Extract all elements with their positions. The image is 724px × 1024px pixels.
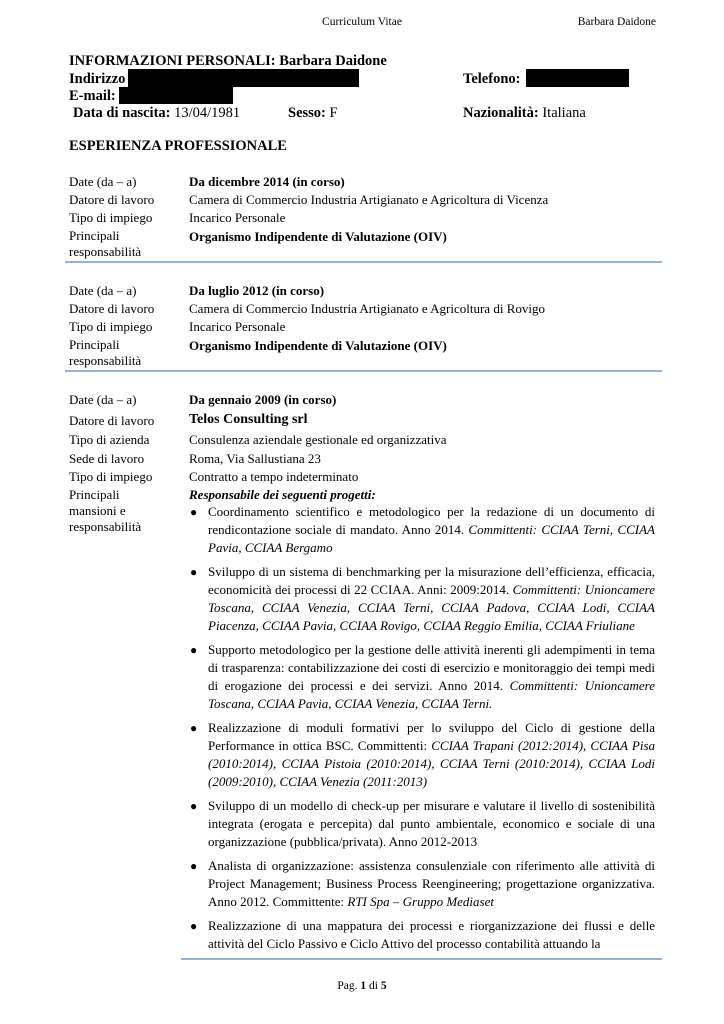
job1-label-resp2: responsabilità: [69, 244, 142, 259]
divider: [65, 261, 662, 263]
job1-label-resp1: Principali: [69, 228, 120, 243]
list-item: ● Supporto metodologico per la gestione delle attività inerenti gli adempimenti in tema di trasparenza: contabilizzazione dei costi di esercizio e monitoraggio dei tempi medi di erogazione dei processi e dei servizi. Anno 2014. Committenti: Unioncamere Toscana, CCIAA Pavia, CCIAA Venezia, CCIAA Terni.: [190, 642, 656, 711]
bullet-icon: ●: [190, 799, 198, 813]
bullet-icon: ●: [190, 859, 198, 873]
redacted-address: [128, 69, 359, 87]
job3-label-location: Sede di lavoro: [69, 451, 145, 466]
job1-dates: Da dicembre 2014 (in corso): [189, 174, 345, 189]
bullet-icon: ●: [190, 919, 198, 933]
divider: [65, 370, 662, 372]
job2-dates: Da luglio 2012 (in corso): [189, 283, 325, 298]
phone-label: Telefono:: [463, 71, 521, 87]
job3-company-type: Consulenza aziendale gestionale ed organizzativa: [189, 432, 447, 447]
job2-label-resp2: responsabilità: [69, 353, 142, 368]
bullet-icon: ●: [190, 643, 198, 657]
page-number: 1: [360, 980, 367, 992]
section-title: ESPERIENZA PROFESSIONALE: [69, 138, 287, 154]
job3-label-resp3: responsabilità: [69, 519, 142, 534]
personal-info-title: INFORMAZIONI PERSONALI: Barbara Daidone: [69, 53, 387, 69]
nationality: [463, 105, 586, 122]
page-header-title: Curriculum Vitae: [322, 16, 402, 28]
redacted-email: [119, 87, 233, 104]
job1-label-employer: Datore di lavoro: [69, 192, 155, 207]
job3-label-resp1: Principali: [69, 487, 120, 502]
job3-location: Roma, Via Sallustiana 23: [189, 451, 321, 466]
address-label: Indirizzo: [69, 71, 126, 87]
divider: [181, 958, 662, 960]
redacted-phone: [526, 69, 629, 87]
job3-contract: Contratto a tempo indeterminato: [189, 469, 359, 484]
job2-label-type: Tipo di impiego: [69, 319, 153, 334]
list-item: ● Analista di organizzazione: assistenza consulenziale con riferimento alle attività di Project Management; Business Process Reengineering; progettazione organizzativa. Anno 2012. Committente: RTI Spa – Gruppo Mediaset: [190, 858, 655, 909]
job2-responsibility: Organismo Indipendente di Valutazione (OIV): [189, 338, 447, 353]
bullet-icon: ●: [190, 505, 198, 519]
job1-label-type: Tipo di impiego: [69, 210, 153, 225]
page-header-name: Barbara Daidone: [577, 16, 656, 28]
birth-value: 13/04/1981: [174, 105, 241, 121]
project-list: [189, 503, 655, 959]
nationality-value: Italiana: [542, 105, 586, 121]
job3-dates: Da gennaio 2009 (in corso): [189, 392, 337, 407]
job3-employer: Telos Consulting srl: [189, 412, 308, 427]
sex-label: Sesso:: [288, 105, 326, 121]
email-label: E-mail:: [69, 88, 116, 104]
nationality-label: Nazionalità:: [463, 105, 539, 121]
sex-value: F: [329, 105, 338, 121]
job2-type: Incarico Personale: [189, 319, 286, 334]
job3-label-company-type: Tipo di azienda: [69, 432, 150, 447]
page-total: 5: [380, 980, 387, 992]
bullet-icon: ●: [190, 721, 198, 735]
job1-type: Incarico Personale: [189, 210, 286, 225]
job3-label-dates: Date (da – a): [69, 392, 137, 407]
job3-projects-heading: Responsabile dei seguenti progetti:: [189, 487, 376, 502]
job2-label-dates: Date (da – a): [69, 283, 137, 298]
job2-employer: Camera di Commercio Industria Artigianato e Agricoltura di Rovigo: [189, 301, 545, 316]
job3-label-type: Tipo di impiego: [69, 469, 153, 484]
list-item: ● Coordinamento scientifico e metodologico per la redazione di un documento di rendicontazione sociale di mandato. Anno 2014. Committenti: CCIAA Terni, CCIAA Pavia, CCIAA Bergamo: [190, 504, 656, 555]
birth-label: Data di nascita:: [73, 105, 171, 121]
page-footer: Pag. 1 di 5: [337, 980, 387, 992]
birth-date: [73, 105, 240, 122]
list-item: ● Sviluppo di un sistema di benchmarking per la misurazione dell’efficienza, efficacia, economicità dei processi di 22 CCIAA. Anni: 2009:2014. Committenti: Unioncamere Toscana, CCIAA Venezia, CCIAA Terni, CCIAA Padova, CCIAA Lodi, CCIAA Piacenza, CCIAA Pavia, CCIAA Rovigo, CCIAA Reggio Emilia, CCIAA Friuliane: [190, 564, 656, 633]
bullet-icon: ●: [190, 565, 198, 579]
list-item: ● Sviluppo di un modello di check-up per misurare e valutare il livello di sostenibilità integrata (erogata e percepita) dal punto ambientale, economico e sociale di una organizzazione (pubblica/privata). Anno 2012-2013: [190, 798, 655, 849]
job2-label-employer: Datore di lavoro: [69, 301, 155, 316]
job1-label-dates: Date (da – a): [69, 174, 137, 189]
job2-label-resp1: Principali: [69, 337, 120, 352]
list-item: ● Realizzazione di moduli formativi per lo sviluppo del Ciclo di gestione della Performance in ottica BSC. Committenti: CCIAA Trapani (2012:2014), CCIAA Pisa (2010:2014), CCIAA Pistoia (2010:2014), CCIAA Terni (2010:2014), CCIAA Lodi (2009:2010), CCIAA Venezia (2011:2013): [190, 720, 655, 789]
job3-label-employer: Datore di lavoro: [69, 413, 155, 428]
job3-label-resp2: mansioni e: [69, 503, 126, 518]
job1-employer: Camera di Commercio Industria Artigianato e Agricoltura di Vicenza: [189, 192, 549, 207]
list-item: ● Realizzazione di una mappatura dei processi e riorganizzazione dei flussi e delle attività del Ciclo Passivo e Ciclo Attivo del processo contabilità attuando la: [190, 918, 655, 951]
sex: [288, 105, 338, 122]
job1-responsibility: Organismo Indipendente di Valutazione (OIV): [189, 229, 447, 244]
